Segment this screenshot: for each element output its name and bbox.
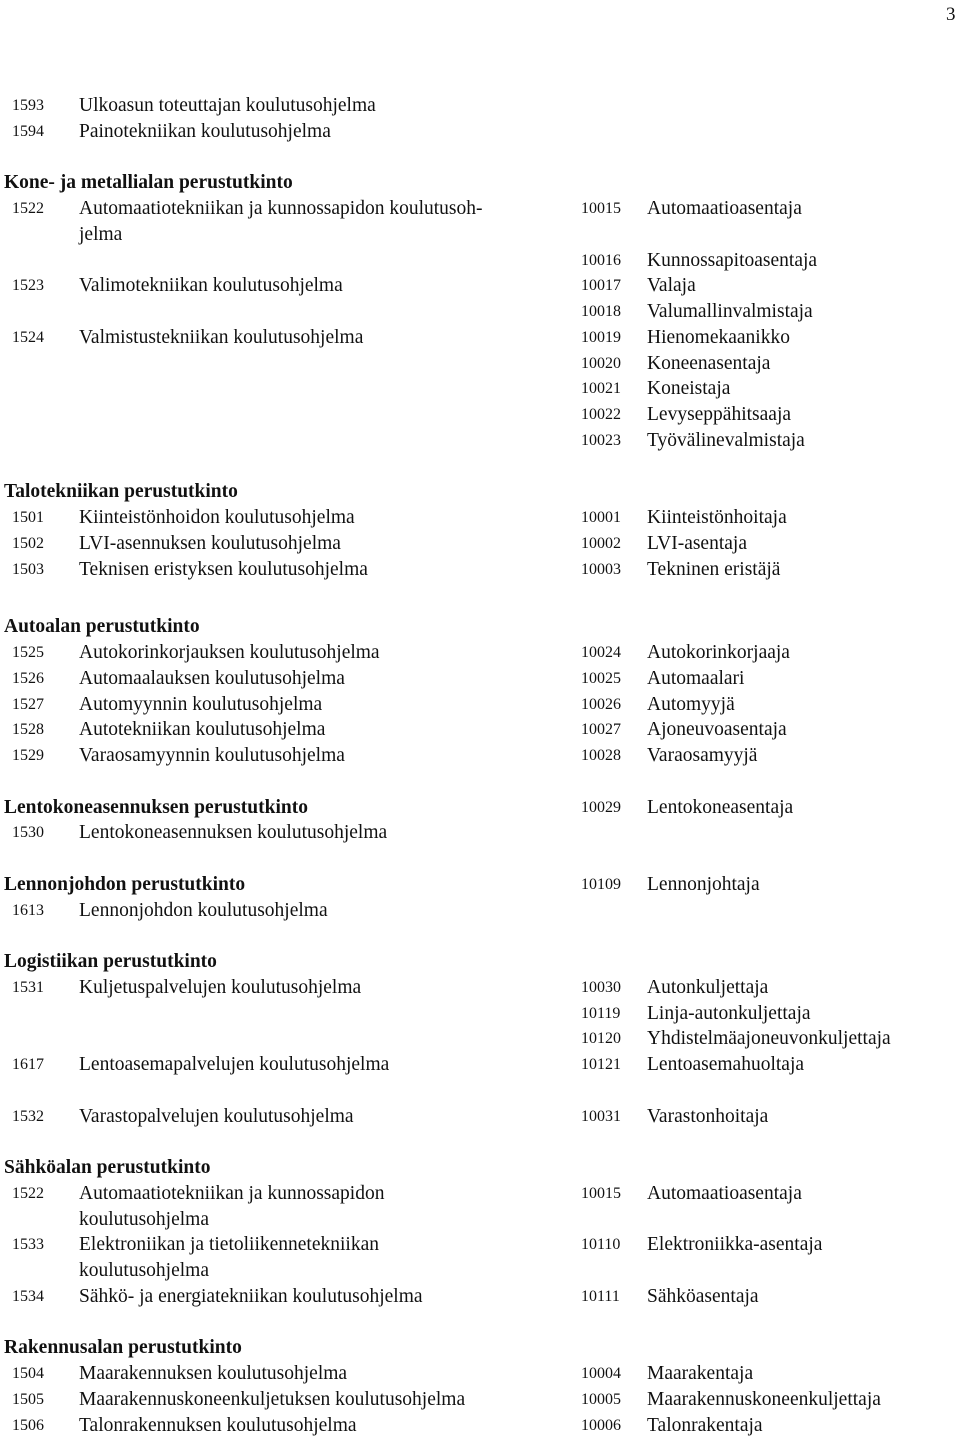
program-name: Elektroniikan ja tietoliikennetekniikan: [79, 1234, 379, 1256]
qualification-name: Kiinteistönhoitaja: [647, 507, 787, 528]
qualification-name: Linja-autonkuljettaja: [647, 1002, 811, 1024]
qualification-code: 10017: [581, 277, 621, 295]
program-name: Painotekniikan koulutusohjelma: [79, 120, 331, 142]
qualification-code: 10111: [581, 1287, 620, 1305]
qualification-name: Talonrakentaja: [647, 1414, 763, 1436]
program-code: 1522: [12, 1184, 44, 1202]
section-heading: Sähköalan perustutkinto: [4, 1157, 211, 1179]
program-code: 1534: [12, 1287, 44, 1305]
qualification-code: 10025: [581, 669, 621, 687]
program-code: 1524: [12, 328, 44, 346]
qualification-name: Autonkuljettaja: [647, 976, 769, 998]
program-name: Ulkoasun toteuttajan koulutusohjelma: [79, 95, 376, 116]
program-name: Valmistustekniikan koulutusohjelma: [79, 326, 364, 348]
program-name: jelma: [79, 223, 123, 245]
qualification-name: Automaatioasentaja: [647, 198, 802, 219]
qualification-code: 10003: [581, 560, 621, 578]
program-code: 1506: [12, 1416, 44, 1434]
qualification-code: 10020: [581, 354, 621, 372]
qualification-code: 10005: [581, 1390, 621, 1408]
section-heading: Rakennusalan perustutkinto: [4, 1337, 242, 1359]
qualification-name: Valaja: [647, 275, 696, 297]
program-code: 1613: [12, 901, 44, 919]
qualification-code: 10022: [581, 406, 621, 423]
section-heading: Kone- ja metallialan perustutkinto: [4, 172, 293, 194]
program-code: 1525: [12, 644, 44, 662]
qualification-code: 10023: [581, 431, 621, 449]
qualification-name: Yhdistelmäajoneuvonkuljettaja: [647, 1028, 891, 1050]
program-code: 1503: [12, 560, 44, 578]
program-name: Lennonjohdon koulutusohjelma: [79, 899, 328, 921]
program-name: Talonrakennuksen koulutusohjelma: [79, 1414, 357, 1436]
program-name: Automaalauksen koulutusohjelma: [79, 667, 345, 689]
qualification-code: 10019: [581, 328, 621, 346]
program-code: 1528: [12, 721, 44, 739]
qualification-code: 10024: [581, 644, 621, 662]
qualification-name: LVI-asentaja: [647, 532, 747, 554]
program-code: 1594: [12, 122, 44, 140]
qualification-code: 10119: [581, 1004, 621, 1022]
qualification-name: Sähköasentaja: [647, 1285, 759, 1307]
qualification-code: 10018: [581, 303, 621, 320]
qualification-code: 10006: [581, 1416, 621, 1434]
program-code: 1505: [12, 1390, 44, 1408]
qualification-name: Työvälinevalmistaja: [647, 429, 805, 451]
qualification-code: 10027: [581, 721, 621, 739]
program-code: 1504: [12, 1365, 44, 1383]
program-name: Kuljetuspalvelujen koulutusohjelma: [79, 976, 362, 998]
qualification-name: Tekninen eristäjä: [647, 558, 781, 580]
program-code: 1532: [12, 1107, 44, 1125]
qualification-name: Lennonjohtaja: [647, 873, 760, 895]
program-name: Kiinteistönhoidon koulutusohjelma: [79, 507, 355, 528]
program-name: koulutusohjelma: [79, 1208, 209, 1230]
program-code: 1501: [12, 509, 44, 526]
program-code: 1529: [12, 747, 44, 765]
section-heading: Talotekniikan perustutkinto: [4, 481, 238, 503]
program-code: 1522: [12, 200, 44, 217]
qualification-name: Lentoasemahuoltaja: [647, 1054, 805, 1076]
qualification-name: Maarakennuskoneenkuljettaja: [647, 1388, 881, 1410]
qualification-code: 10016: [581, 251, 621, 269]
program-name: Autokorinkorjauksen koulutusohjelma: [79, 642, 380, 664]
qualification-code: 10026: [581, 695, 621, 713]
qualification-code: 10015: [581, 1184, 621, 1202]
qualification-code: 10021: [581, 380, 621, 398]
qualification-name: Varastonhoitaja: [647, 1105, 769, 1127]
program-code: 1533: [12, 1236, 44, 1254]
qualification-name: Koneistaja: [647, 378, 731, 400]
qualification-code: 10004: [581, 1365, 621, 1383]
page-number: 3: [946, 4, 956, 25]
qualification-name: Levyseppähitsaaja: [647, 404, 792, 425]
program-name: LVI-asennuksen koulutusohjelma: [79, 532, 341, 554]
program-name: Automaatiotekniikan ja kunnossapidon: [79, 1182, 385, 1204]
qualification-code: 10110: [581, 1236, 621, 1254]
qualification-name: Hienomekaanikko: [647, 326, 790, 348]
qualification-name: Lentokoneasentaja: [647, 796, 794, 818]
program-name: Automaatiotekniikan ja kunnossapidon koulutusoh-: [79, 198, 483, 219]
qualification-name: Ajoneuvoasentaja: [647, 719, 787, 741]
qualification-code: 10031: [581, 1107, 621, 1125]
qualification-code: 10109: [581, 875, 621, 893]
qualification-name: Maarakentaja: [647, 1363, 754, 1385]
program-name: Maarakennuskoneenkuljetuksen koulutusohjelma: [79, 1388, 466, 1410]
program-name: koulutusohjelma: [79, 1260, 209, 1282]
program-code: 1531: [12, 978, 44, 996]
qualification-name: Valumallinvalmistaja: [647, 301, 813, 322]
program-name: Teknisen eristyksen koulutusohjelma: [79, 558, 368, 580]
program-code: 1523: [12, 277, 44, 295]
program-name: Varaosamyynnin koulutusohjelma: [79, 745, 345, 767]
program-name: Lentokoneasennuksen koulutusohjelma: [79, 822, 388, 844]
qualification-name: Koneenasentaja: [647, 352, 771, 374]
qualification-code: 10121: [581, 1056, 621, 1074]
program-code: 1530: [12, 824, 44, 842]
qualification-name: Automyyjä: [647, 693, 735, 715]
program-code: 1502: [12, 534, 44, 552]
qualification-name: Elektroniikka-asentaja: [647, 1234, 823, 1256]
program-name: Sähkö- ja energiatekniikan koulutusohjelma: [79, 1285, 423, 1307]
program-name: Autotekniikan koulutusohjelma: [79, 719, 326, 741]
program-name: Maarakennuksen koulutusohjelma: [79, 1363, 348, 1385]
qualification-code: 10015: [581, 200, 621, 217]
qualification-code: 10002: [581, 534, 621, 552]
program-code: 1617: [12, 1056, 44, 1074]
program-name: Varastopalvelujen koulutusohjelma: [79, 1105, 354, 1127]
qualification-name: Varaosamyyjä: [647, 745, 758, 767]
section-heading: Autoalan perustutkinto: [4, 616, 200, 638]
section-heading: Lentokoneasennuksen perustutkinto: [4, 796, 308, 818]
qualification-name: Autokorinkorjaaja: [647, 642, 790, 664]
section-heading: Lennonjohdon perustutkinto: [4, 873, 246, 895]
program-code: 1527: [12, 695, 44, 713]
program-name: Automyynnin koulutusohjelma: [79, 693, 323, 715]
qualification-code: 10001: [581, 509, 621, 526]
program-code: 1526: [12, 669, 44, 687]
qualification-code: 10028: [581, 747, 621, 765]
program-name: Lentoasemapalvelujen koulutusohjelma: [79, 1054, 390, 1076]
section-heading: Logistiikan perustutkinto: [4, 951, 217, 973]
qualification-name: Automaatioasentaja: [647, 1182, 802, 1204]
qualification-code: 10120: [581, 1030, 621, 1048]
qualification-name: Automaalari: [647, 667, 745, 689]
qualification-code: 10030: [581, 978, 621, 996]
program-code: 1593: [12, 97, 44, 114]
qualification-code: 10029: [581, 798, 621, 816]
program-name: Valimotekniikan koulutusohjelma: [79, 275, 343, 297]
qualification-name: Kunnossapitoasentaja: [647, 249, 818, 271]
